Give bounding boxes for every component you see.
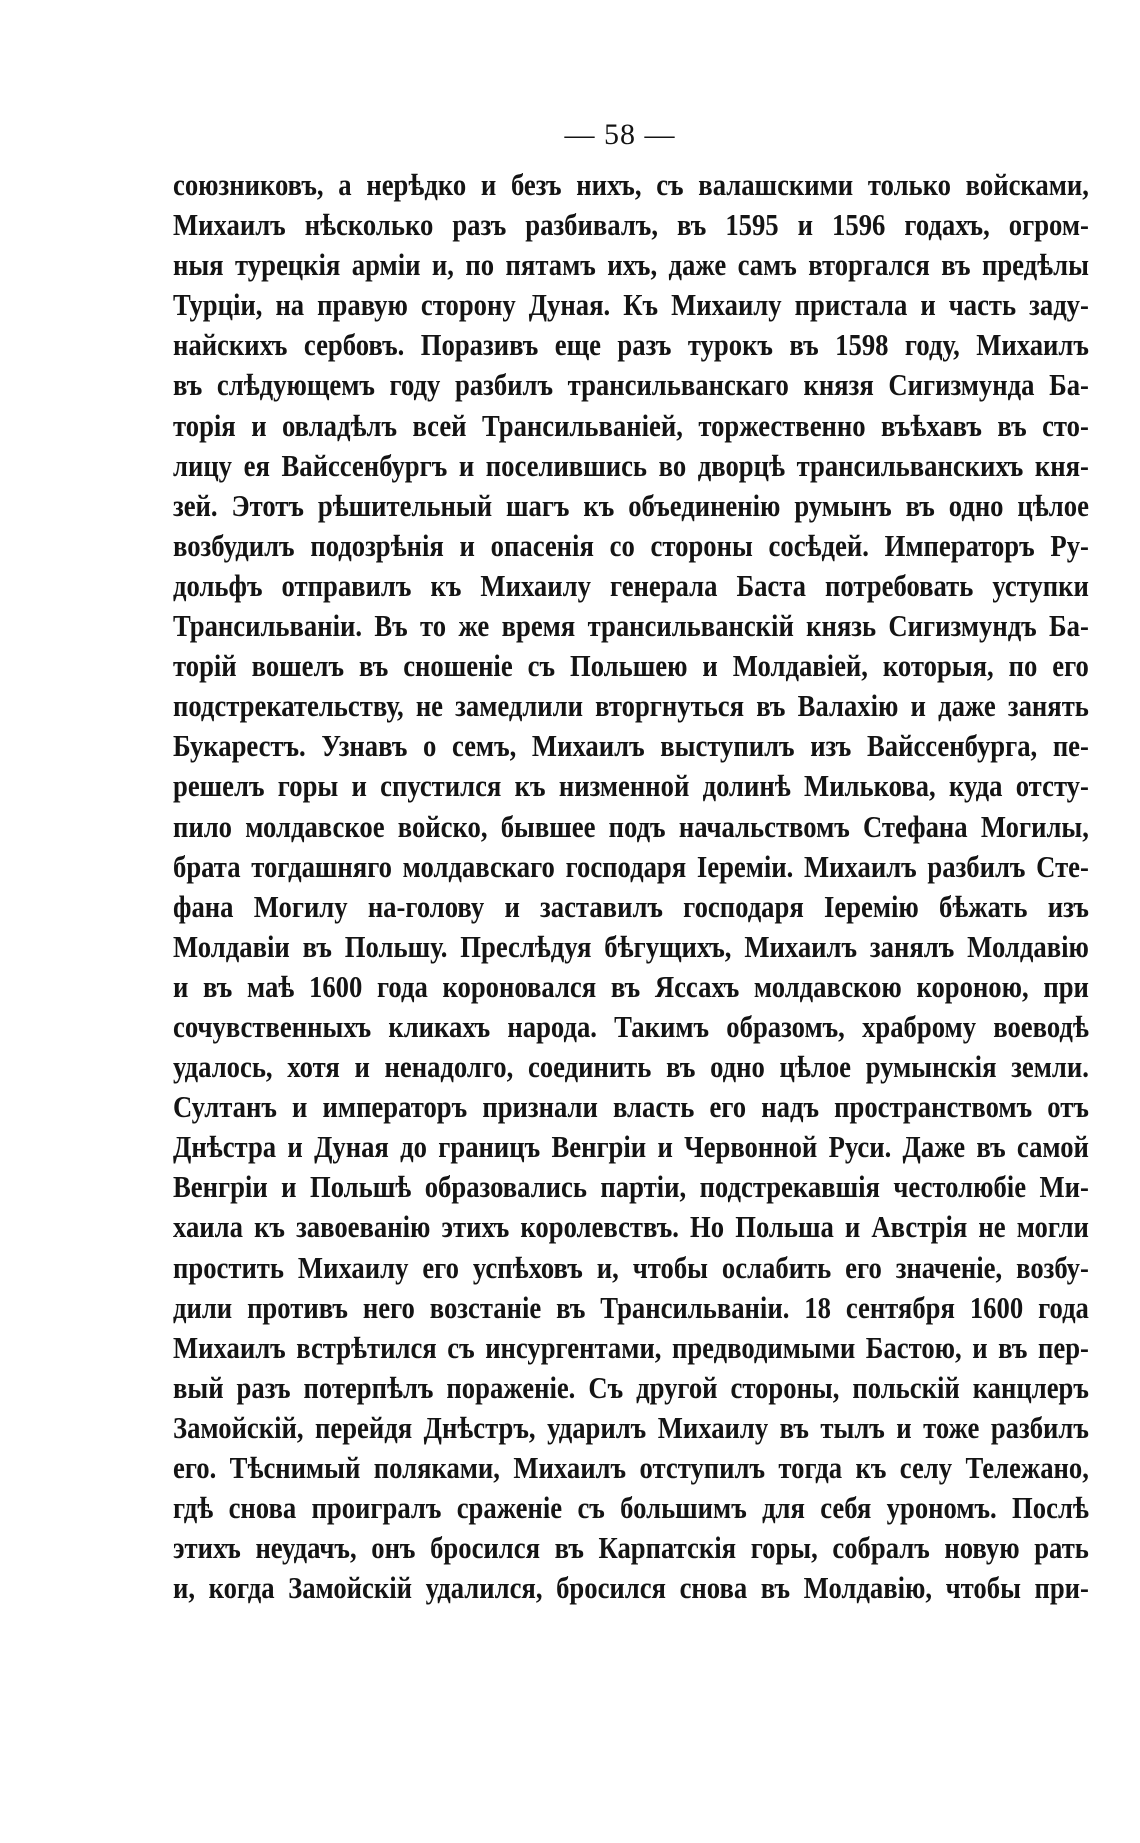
text-line: найскихъ сербовъ. Поразивъ еще разъ турокъ въ 1598 году, Михаилъ (173, 327, 1089, 363)
text-line: торій вошелъ въ сношеніе съ Польшею и Молдавіей, которыя, по его (173, 648, 1089, 684)
text-line: Михаилъ нѣсколько разъ разбивалъ, въ 1595 и 1596 годахъ, огром- (173, 207, 1089, 243)
body-text (173, 165, 1089, 1608)
text-line: дольфъ отправилъ къ Михаилу генерала Баста потребовать уступки (173, 567, 1089, 603)
text-line: Днѣстра и Дуная до границъ Венгріи и Червонной Руси. Даже въ самой (173, 1129, 1089, 1165)
text-line: хаила къ завоеванію этихъ королевствъ. Но Польша и Австрія не могли (173, 1209, 1089, 1245)
text-line: возбудилъ подозрѣнія и опасенія со стороны сосѣдей. Императоръ Ру- (173, 527, 1089, 563)
text-line: простить Михаилу его успѣховъ и, чтобы ослабить его значеніе, возбу- (173, 1249, 1089, 1285)
text-line: его. Тѣснимый поляками, Михаилъ отступилъ тогда къ селу Тележано, (173, 1450, 1089, 1485)
text-line: Трансильваніи. Въ то же время трансильванскій князь Сигизмундъ Ба- (173, 608, 1089, 644)
text-line: этихъ неудачъ, онъ бросился въ Карпатскія горы, собралъ новую рать (173, 1530, 1089, 1566)
text-line: гдѣ снова проигралъ сраженіе съ большимъ для себя урономъ. Послѣ (173, 1490, 1089, 1526)
text-line: въ слѣдующемъ году разбилъ трансильванскаго князя Сигизмунда Ба- (173, 367, 1089, 403)
text-line: фана Могилу на-голову и заставилъ господаря Іеремію бѣжать изъ (173, 888, 1089, 924)
text-line: пило молдавское войско, бывшее подъ начальствомъ Стефана Могилы, (173, 808, 1089, 844)
text-line: лицу ея Вайссенбургъ и поселившись во дворцѣ трансильванскихъ кня- (173, 447, 1089, 483)
text-line: решелъ горы и спустился къ низменной долинѣ Милькова, куда отсту- (173, 768, 1089, 804)
text-line: дили противъ него возстаніе въ Трансильваніи. 18 сентября 1600 года (173, 1289, 1089, 1325)
text-line: Букарестъ. Узнавъ о семъ, Михаилъ выступилъ изъ Вайссенбурга, пе- (173, 728, 1089, 764)
text-line: Молдавіи въ Польшу. Преслѣдуя бѣгущихъ, Михаилъ занялъ Молдавію (173, 928, 1089, 964)
text-line: подстрекательству, не замедлили вторгнуться въ Валахію и даже занять (173, 688, 1089, 724)
text-line: торія и овладѣлъ всей Трансильваніей, торжественно въѣхавъ въ сто- (173, 407, 1089, 443)
text-line: зей. Этотъ рѣшительный шагъ къ объединенію румынъ въ одно цѣлое (173, 487, 1089, 523)
text-line: и въ маѣ 1600 года короновался въ Яссахъ молдавскою короною, при (173, 968, 1089, 1004)
text-line: Михаилъ встрѣтился съ инсургентами, предводимыми Бастою, и въ пер- (173, 1329, 1089, 1365)
page-number: — 58 — (564, 118, 676, 151)
text-line: Турціи, на правую сторону Дуная. Къ Михаилу пристала и часть заду- (173, 287, 1089, 323)
text-line: брата тогдашняго молдавскаго господаря Іереміи. Михаилъ разбилъ Сте- (173, 848, 1089, 884)
text-line: и, когда Замойскій удалился, бросился снова въ Молдавію, чтобы при- (173, 1570, 1089, 1606)
text-line: союзниковъ, а нерѣдко и безъ нихъ, съ валашскими только войсками, (173, 167, 1089, 202)
text-line: Султанъ и императоръ признали власть его надъ пространствомъ отъ (173, 1089, 1089, 1125)
text-line: Замойскій, перейдя Днѣстръ, ударилъ Михаилу въ тылъ и тоже разбилъ (173, 1409, 1089, 1445)
text-line: вый разъ потерпѣлъ пораженіе. Съ другой стороны, польскій канцлеръ (173, 1369, 1089, 1405)
text-line: сочувственныхъ кликахъ народа. Такимъ образомъ, храброму воеводѣ (173, 1008, 1089, 1044)
text-line: ныя турецкія арміи и, по пятамъ ихъ, даже самъ вторгался въ предѣлы (173, 247, 1089, 283)
text-line: Венгріи и Польшѣ образовались партіи, подстрекавшія честолюбіе Ми- (173, 1169, 1089, 1205)
text-line: удалось, хотя и ненадолго, соединить въ одно цѣлое румынскія земли. (173, 1049, 1089, 1085)
